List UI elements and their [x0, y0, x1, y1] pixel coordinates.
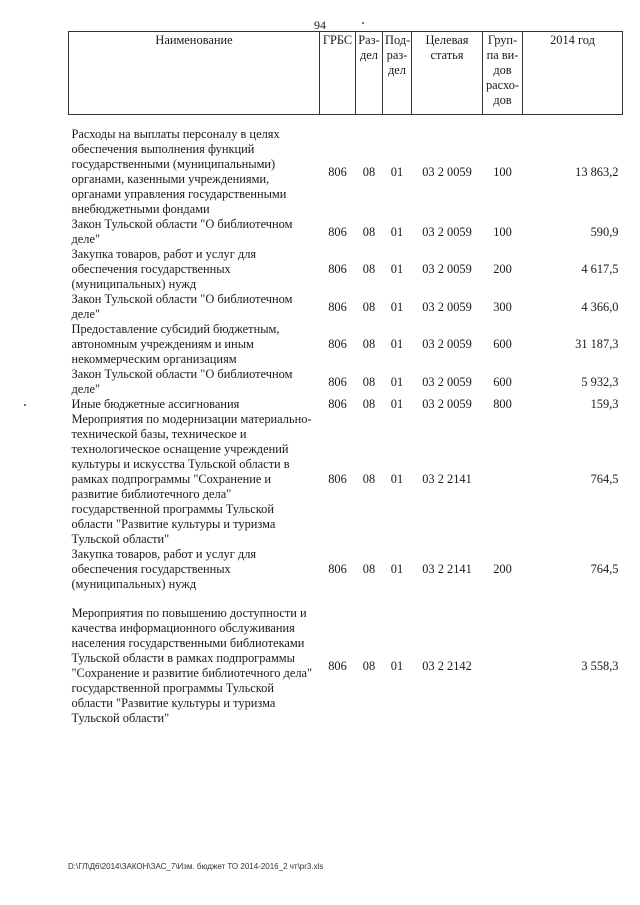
cell-target: 03 2 0059 — [422, 374, 472, 389]
table-row — [69, 606, 623, 726]
table-row — [69, 322, 623, 367]
cell-group — [483, 412, 523, 547]
cell-target: 03 2 0059 — [422, 164, 472, 179]
table-header — [69, 32, 623, 115]
header-group: Груп-па ви-дов расхо-дов — [483, 32, 523, 115]
cell-podrazdel: 01 — [390, 397, 404, 411]
cell-target: 03 2 0059 — [422, 262, 472, 276]
cell-amount: 4 617,5 — [581, 262, 619, 276]
table-row — [69, 217, 623, 247]
cell-amount: 764,5 — [590, 562, 619, 576]
cell-podrazdel: 01 — [390, 262, 404, 276]
cell-group: 600 — [493, 374, 512, 389]
header-podrazdel: Под-раз-дел — [383, 32, 412, 115]
scan-speck — [24, 404, 26, 406]
cell-name: Иные бюджетные ассигнования — [71, 397, 240, 411]
cell-group: 300 — [493, 299, 512, 314]
cell-podrazdel: 01 — [390, 164, 404, 179]
budget-table — [68, 31, 623, 726]
cell-razdel: 08 — [362, 224, 376, 239]
cell-amount: 590,9 — [590, 224, 619, 239]
cell-razdel: 08 — [362, 164, 376, 179]
cell-razdel: 08 — [362, 337, 376, 351]
file-path-footer: D:\ГЛ\Д6\2014\ЗАКОН\ЗАС_7\Изм. бюджет ТО 2014-2016_2 чт\pr3.xls — [68, 862, 324, 871]
cell-name: Расходы на выплаты персоналу в целях обеспечения выполнения функций государственными (муниципальными) органами, казенными учреждениями, органами управления государственными внебюджетными фондами — [71, 127, 287, 216]
cell-target: 03 2 2141 — [422, 472, 472, 486]
cell-group: 200 — [493, 562, 512, 576]
cell-amount: 764,5 — [590, 472, 619, 486]
cell-target: 03 2 0059 — [422, 299, 472, 314]
cell-group — [483, 606, 523, 726]
cell-name: Закон Тульской области "О библиотечном деле" — [71, 367, 293, 396]
cell-amount: 4 366,0 — [581, 299, 619, 314]
cell-grbs: 806 — [328, 562, 347, 576]
cell-name: Закупка товаров, работ и услуг для обеспечения государственных (муниципальных) нужд — [71, 547, 257, 591]
cell-grbs: 806 — [328, 658, 347, 673]
header-razdel: Раз-дел — [356, 32, 383, 115]
page-number: 94 — [314, 18, 326, 32]
header-target: Целевая статья — [412, 32, 483, 115]
cell-name: Закон Тульской области "О библиотечном деле" — [71, 292, 293, 321]
cell-target: 03 2 0059 — [422, 397, 472, 411]
header-grbs: ГРБС — [320, 32, 356, 115]
cell-amount: 5 932,3 — [581, 374, 619, 389]
cell-group: 600 — [493, 337, 512, 351]
cell-name: Закон Тульской области "О библиотечном деле" — [71, 217, 293, 246]
cell-group: 100 — [493, 164, 512, 179]
cell-podrazdel: 01 — [390, 299, 404, 314]
header-year: 2014 год — [523, 32, 623, 115]
cell-grbs: 806 — [328, 472, 347, 486]
table-row — [69, 367, 623, 397]
header-name: Наименование — [69, 32, 320, 115]
table-body — [69, 115, 623, 727]
table-row — [69, 397, 623, 412]
scan-speck — [362, 22, 364, 24]
cell-grbs: 806 — [328, 299, 347, 314]
cell-name: Закупка товаров, работ и услуг для обеспечения государственных (муниципальных) нужд — [71, 247, 257, 291]
cell-grbs: 806 — [328, 164, 347, 179]
cell-razdel: 08 — [362, 299, 376, 314]
cell-group: 800 — [493, 397, 512, 411]
cell-podrazdel: 01 — [390, 374, 404, 389]
cell-grbs: 806 — [328, 262, 347, 276]
cell-grbs: 806 — [328, 224, 347, 239]
cell-razdel: 08 — [362, 472, 376, 486]
cell-grbs: 806 — [328, 397, 347, 411]
cell-podrazdel: 01 — [390, 658, 404, 673]
cell-amount: 13 863,2 — [575, 164, 619, 179]
table-row — [69, 292, 623, 322]
cell-razdel: 08 — [362, 262, 376, 276]
cell-grbs: 806 — [328, 374, 347, 389]
cell-amount: 3 558,3 — [581, 658, 619, 673]
cell-name: Предоставление субсидий бюджетным, автономным учреждениям и иным некоммерческим организациям — [71, 322, 280, 366]
cell-razdel: 08 — [362, 562, 376, 576]
cell-group: 100 — [493, 224, 512, 239]
cell-target: 03 2 2142 — [422, 658, 472, 673]
cell-podrazdel: 01 — [390, 224, 404, 239]
cell-target: 03 2 2141 — [422, 562, 472, 576]
cell-podrazdel: 01 — [390, 562, 404, 576]
table-row — [69, 412, 623, 547]
cell-amount: 31 187,3 — [575, 337, 619, 351]
cell-name: Мероприятия по повышению доступности и качества информационного обслуживания населения государственными библиотеками Тульской области в рамках подпрограммы "Сохранение и развитие библиотечного дела" государственной программы Тульской области "Развитие культуры и туризма Тульской области" — [71, 606, 313, 725]
cell-name: Мероприятия по модернизации материально-технической базы, техническое и технологическое оснащение учреждений культуры и искусства Тульской области в рамках подпрограммы "Сохранение и развитие библиотечного дела" государственной программы Тульской области "Развитие культуры и туризма Тульской области" — [71, 412, 312, 546]
cell-target: 03 2 0059 — [422, 224, 472, 239]
cell-razdel: 08 — [362, 397, 376, 411]
cell-amount: 159,3 — [590, 397, 619, 411]
table-row — [69, 247, 623, 292]
cell-podrazdel: 01 — [390, 472, 404, 486]
table-row — [69, 127, 623, 217]
cell-podrazdel: 01 — [390, 337, 404, 351]
cell-target: 03 2 0059 — [422, 337, 472, 351]
cell-grbs: 806 — [328, 337, 347, 351]
table-row — [69, 547, 623, 592]
cell-group: 200 — [493, 262, 512, 276]
cell-razdel: 08 — [362, 658, 376, 673]
cell-razdel: 08 — [362, 374, 376, 389]
